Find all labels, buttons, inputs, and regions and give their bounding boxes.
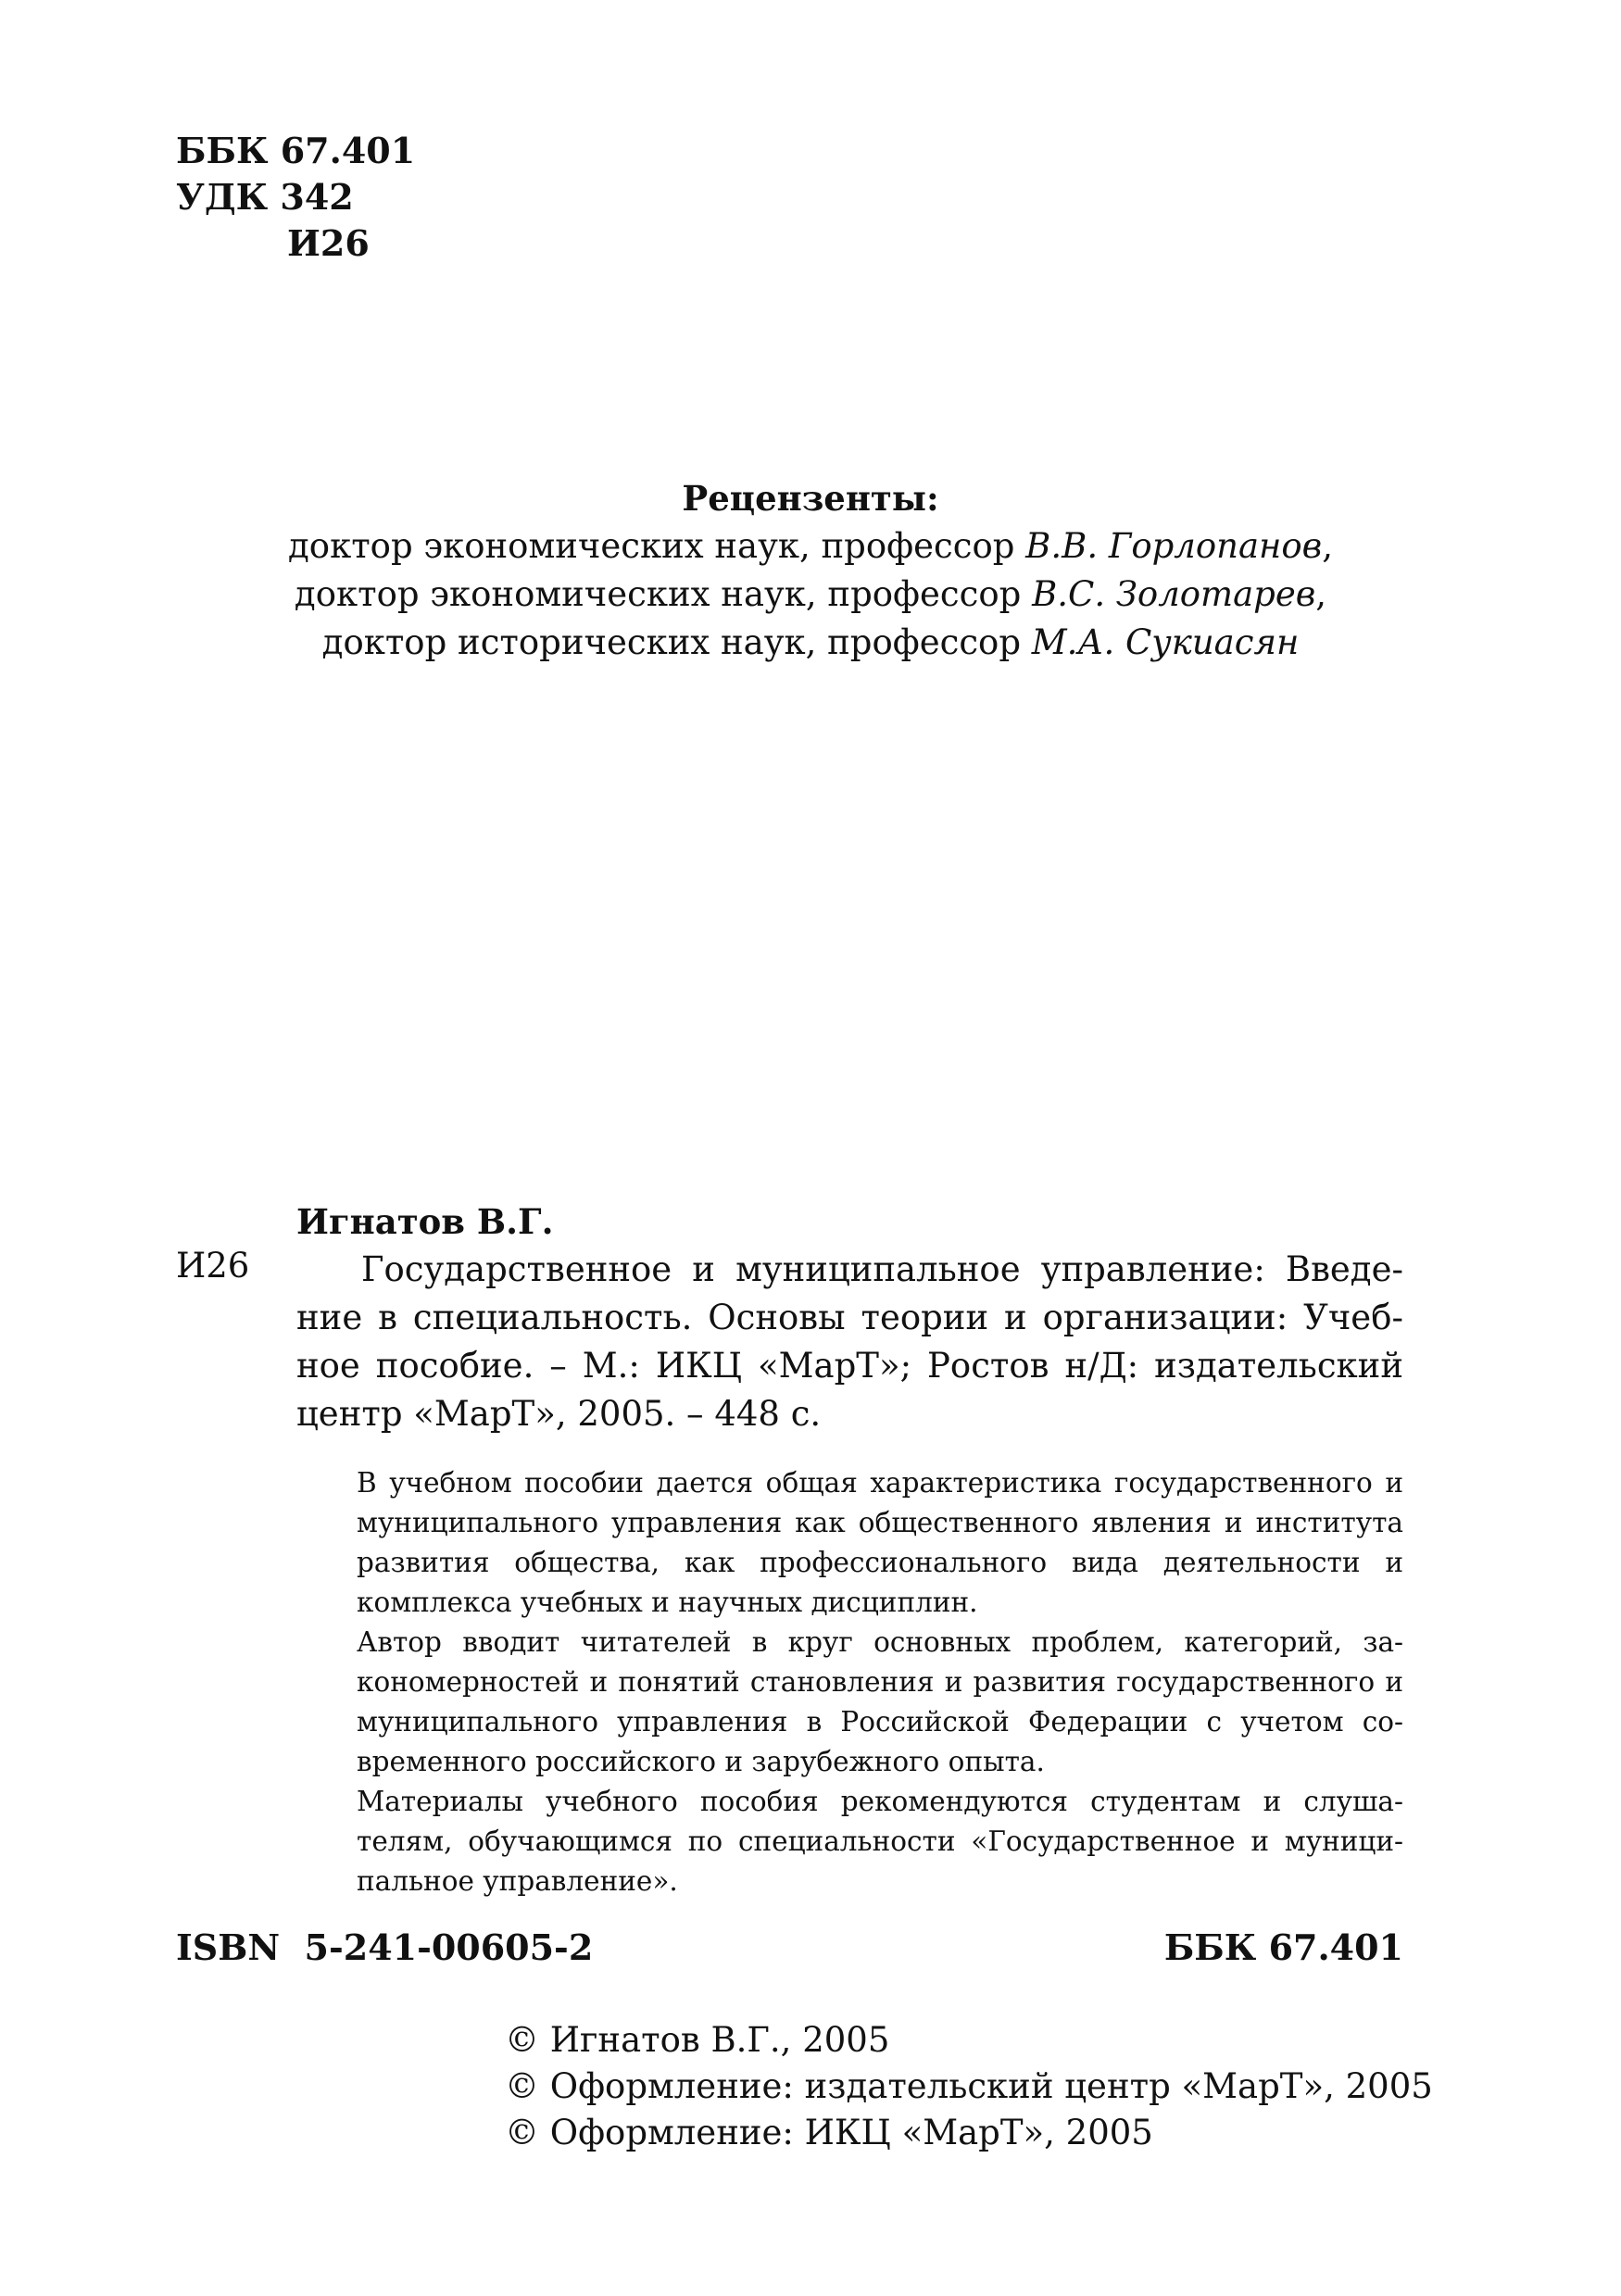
isbn-bbk-code: ББК 67.401 bbox=[1163, 1926, 1403, 1968]
reviewers-block bbox=[162, 474, 1459, 667]
annotation-block bbox=[357, 1463, 1403, 1901]
isbn-line bbox=[176, 1926, 593, 1968]
reviewer-line bbox=[162, 522, 1459, 571]
entry-index-code: И26 bbox=[176, 1246, 250, 1286]
reviewer-separator: , bbox=[1322, 526, 1333, 566]
copyright-line: © Оформление: издательский центр «МарТ», 2005 bbox=[505, 2066, 1433, 2106]
annotation-paragraph: Материалы учебного пособия рекомендуются студентам и слушателям, обучающимся по специальности «Государственное и муниципальное управление». bbox=[357, 1786, 1403, 1897]
reviewer-line bbox=[162, 571, 1459, 619]
reviewer-name: М.А. Сукиасян bbox=[1031, 622, 1300, 662]
udk-code: УДК 342 bbox=[176, 176, 354, 218]
bbk-code: ББК 67.401 bbox=[176, 130, 416, 171]
reviewer-separator: , bbox=[1315, 574, 1327, 614]
reviewers-heading: Рецензенты: bbox=[682, 478, 939, 519]
isbn-number: 5-241-00605-2 bbox=[304, 1926, 594, 1968]
classification-codes bbox=[176, 128, 415, 267]
isbn-label: ISBN bbox=[176, 1926, 281, 1968]
copyright-line: © Игнатов В.Г., 2005 bbox=[505, 2020, 890, 2060]
reviewer-title: доктор экономических наук, профессор bbox=[294, 574, 1033, 614]
reviewer-name: В.С. Золотарев bbox=[1032, 574, 1316, 614]
annotation-paragraph: В учебном пособии дается общая характеристика государственного и муниципального управления как общественного явления и института развития общества, как профессионального вида деятельности и комплекса учебных и научных дисциплин. bbox=[357, 1467, 1403, 1618]
entry-title: Государственное и муниципальное управление: Введение в специальность. Основы теории и организации: Учебное пособие. – М.: ИКЦ «МарТ»; Ростов н/Д: издательский центр «МарТ», 2005. – 448 с. bbox=[296, 1249, 1403, 1434]
reviewer-title: доктор экономических наук, профессор bbox=[288, 526, 1026, 566]
copyright-line: © Оформление: ИКЦ «МарТ», 2005 bbox=[505, 2113, 1153, 2152]
reviewer-line bbox=[162, 619, 1459, 667]
copyright-block bbox=[505, 2017, 1433, 2156]
reviewer-name: В.В. Горлопанов bbox=[1025, 526, 1323, 566]
annotation-paragraph: Автор вводит читателей в круг основных проблем, категорий, закономерностей и понятий становления и развития государственного и муниципального управления в Российской Федерации с учетом современного российского и зарубежного опыта. bbox=[357, 1626, 1403, 1777]
reviewer-title: доктор исторических наук, профессор bbox=[321, 622, 1032, 662]
author-sign: И26 bbox=[287, 222, 370, 264]
entry-author: Игнатов В.Г. bbox=[296, 1201, 554, 1242]
